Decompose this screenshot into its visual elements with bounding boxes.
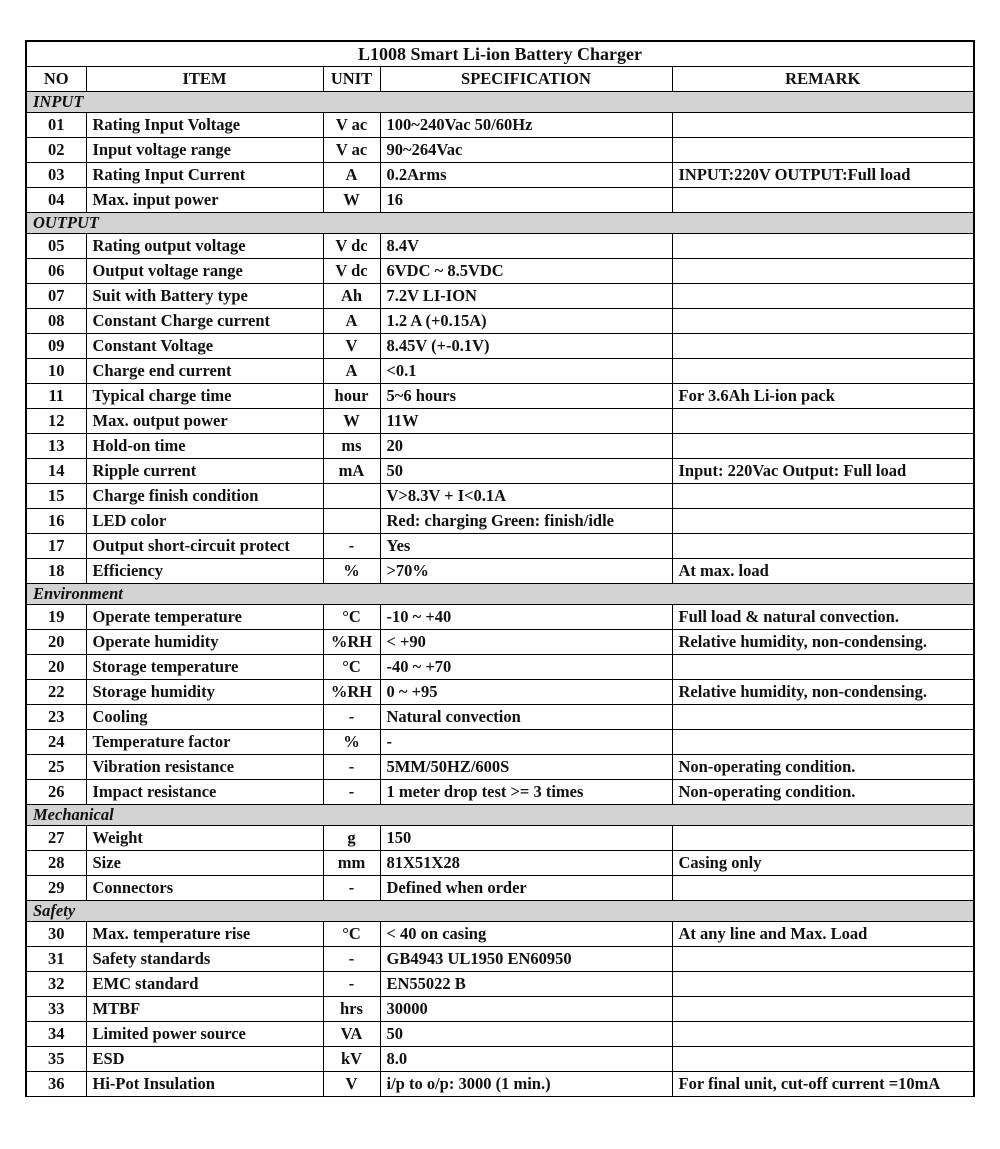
row-specification: 0.2Arms [380, 163, 672, 188]
row-remark [672, 434, 974, 459]
row-specification: V>8.3V + I<0.1A [380, 484, 672, 509]
row-unit: V [323, 1072, 380, 1097]
row-remark [672, 359, 974, 384]
section-title: Environment [26, 584, 974, 605]
row-item: Efficiency [86, 559, 323, 584]
row-item: Max. temperature rise [86, 922, 323, 947]
row-item: Constant Voltage [86, 334, 323, 359]
row-number: 11 [26, 384, 86, 409]
row-item: Vibration resistance [86, 755, 323, 780]
row-specification: - [380, 730, 672, 755]
row-specification: -40 ~ +70 [380, 655, 672, 680]
row-item: MTBF [86, 997, 323, 1022]
table-row [26, 876, 974, 901]
row-unit: - [323, 876, 380, 901]
row-specification: 50 [380, 459, 672, 484]
row-unit: A [323, 163, 380, 188]
row-number: 18 [26, 559, 86, 584]
row-specification: >70% [380, 559, 672, 584]
row-item: Rating output voltage [86, 234, 323, 259]
table-row [26, 559, 974, 584]
row-number: 30 [26, 922, 86, 947]
row-number: 14 [26, 459, 86, 484]
row-unit: - [323, 705, 380, 730]
row-specification: 8.45V (+-0.1V) [380, 334, 672, 359]
table-row [26, 384, 974, 409]
row-specification: 100~240Vac 50/60Hz [380, 113, 672, 138]
row-item: Operate temperature [86, 605, 323, 630]
row-remark: For final unit, cut-off current =10mA [672, 1072, 974, 1097]
table-row [26, 459, 974, 484]
section-title: Safety [26, 901, 974, 922]
table-row [26, 188, 974, 213]
row-unit: - [323, 755, 380, 780]
row-remark: Full load & natural convection. [672, 605, 974, 630]
row-specification: -10 ~ +40 [380, 605, 672, 630]
row-unit: °C [323, 655, 380, 680]
row-specification: 8.4V [380, 234, 672, 259]
section-title: OUTPUT [26, 213, 974, 234]
row-item: Output short-circuit protect [86, 534, 323, 559]
row-item: Charge finish condition [86, 484, 323, 509]
row-item: Storage temperature [86, 655, 323, 680]
table-row [26, 1022, 974, 1047]
row-item: Hi-Pot Insulation [86, 1072, 323, 1097]
row-remark: For 3.6Ah Li-ion pack [672, 384, 974, 409]
table-row [26, 705, 974, 730]
row-specification: 1.2 A (+0.15A) [380, 309, 672, 334]
row-remark [672, 509, 974, 534]
table-row [26, 509, 974, 534]
row-unit: - [323, 947, 380, 972]
row-number: 09 [26, 334, 86, 359]
section-row [26, 901, 974, 922]
row-number: 07 [26, 284, 86, 309]
row-number: 13 [26, 434, 86, 459]
spec-table [25, 40, 975, 1097]
section-row [26, 213, 974, 234]
row-item: Typical charge time [86, 384, 323, 409]
row-specification: 20 [380, 434, 672, 459]
row-remark [672, 997, 974, 1022]
row-number: 05 [26, 234, 86, 259]
row-remark [672, 259, 974, 284]
spec-table-body [26, 41, 974, 1097]
row-number: 16 [26, 509, 86, 534]
table-row [26, 138, 974, 163]
table-row [26, 680, 974, 705]
table-row [26, 730, 974, 755]
row-item: Suit with Battery type [86, 284, 323, 309]
row-specification: 16 [380, 188, 672, 213]
table-row [26, 655, 974, 680]
table-row [26, 534, 974, 559]
row-item: Output voltage range [86, 259, 323, 284]
row-remark [672, 409, 974, 434]
row-number: 04 [26, 188, 86, 213]
row-unit [323, 509, 380, 534]
row-item: Charge end current [86, 359, 323, 384]
row-remark: At any line and Max. Load [672, 922, 974, 947]
row-number: 08 [26, 309, 86, 334]
row-remark [672, 534, 974, 559]
table-row [26, 113, 974, 138]
row-remark [672, 284, 974, 309]
header-item: ITEM [86, 67, 323, 92]
row-unit: mm [323, 851, 380, 876]
row-remark [672, 484, 974, 509]
row-remark: Relative humidity, non-condensing. [672, 630, 974, 655]
row-remark: Input: 220Vac Output: Full load [672, 459, 974, 484]
row-specification: < 40 on casing [380, 922, 672, 947]
row-unit: % [323, 559, 380, 584]
row-item: Max. output power [86, 409, 323, 434]
table-row [26, 309, 974, 334]
table-row [26, 484, 974, 509]
row-item: Limited power source [86, 1022, 323, 1047]
row-unit: - [323, 534, 380, 559]
row-remark: Casing only [672, 851, 974, 876]
title-row [26, 41, 974, 67]
row-remark [672, 113, 974, 138]
row-number: 20 [26, 630, 86, 655]
table-row [26, 605, 974, 630]
row-unit: °C [323, 922, 380, 947]
row-number: 27 [26, 826, 86, 851]
row-unit: A [323, 359, 380, 384]
table-row [26, 163, 974, 188]
row-unit: ms [323, 434, 380, 459]
row-item: Input voltage range [86, 138, 323, 163]
table-row [26, 434, 974, 459]
row-specification: i/p to o/p: 3000 (1 min.) [380, 1072, 672, 1097]
row-unit: V dc [323, 234, 380, 259]
row-item: Constant Charge current [86, 309, 323, 334]
row-specification: Defined when order [380, 876, 672, 901]
row-unit: VA [323, 1022, 380, 1047]
row-specification: 0 ~ +95 [380, 680, 672, 705]
row-number: 02 [26, 138, 86, 163]
row-number: 28 [26, 851, 86, 876]
table-row [26, 1047, 974, 1072]
row-specification: 150 [380, 826, 672, 851]
row-number: 31 [26, 947, 86, 972]
row-remark [672, 334, 974, 359]
row-specification: 81X51X28 [380, 851, 672, 876]
table-row [26, 826, 974, 851]
row-remark: At max. load [672, 559, 974, 584]
row-number: 12 [26, 409, 86, 434]
row-number: 34 [26, 1022, 86, 1047]
table-row [26, 359, 974, 384]
row-remark [672, 188, 974, 213]
row-unit: %RH [323, 630, 380, 655]
row-item: Cooling [86, 705, 323, 730]
row-item: Storage humidity [86, 680, 323, 705]
table-row [26, 997, 974, 1022]
table-row [26, 284, 974, 309]
table-title: L1008 Smart Li-ion Battery Charger [26, 41, 974, 67]
row-unit: hour [323, 384, 380, 409]
row-number: 15 [26, 484, 86, 509]
row-remark [672, 705, 974, 730]
row-specification: 5MM/50HZ/600S [380, 755, 672, 780]
row-unit: g [323, 826, 380, 851]
header-row [26, 67, 974, 92]
table-row [26, 334, 974, 359]
section-title: Mechanical [26, 805, 974, 826]
row-item: Operate humidity [86, 630, 323, 655]
row-unit: V ac [323, 138, 380, 163]
row-unit: °C [323, 605, 380, 630]
row-unit: - [323, 972, 380, 997]
row-remark [672, 972, 974, 997]
row-item: Rating Input Voltage [86, 113, 323, 138]
header-unit: UNIT [323, 67, 380, 92]
row-remark: Non-operating condition. [672, 755, 974, 780]
row-specification: 7.2V LI-ION [380, 284, 672, 309]
row-unit: V ac [323, 113, 380, 138]
section-row [26, 805, 974, 826]
table-row [26, 780, 974, 805]
row-number: 01 [26, 113, 86, 138]
row-number: 32 [26, 972, 86, 997]
row-item: Temperature factor [86, 730, 323, 755]
row-item: ESD [86, 1047, 323, 1072]
row-unit: W [323, 188, 380, 213]
row-unit: mA [323, 459, 380, 484]
row-number: 36 [26, 1072, 86, 1097]
row-number: 26 [26, 780, 86, 805]
row-item: Weight [86, 826, 323, 851]
row-specification: 1 meter drop test >= 3 times [380, 780, 672, 805]
row-number: 19 [26, 605, 86, 630]
row-remark [672, 947, 974, 972]
row-item: EMC standard [86, 972, 323, 997]
row-unit: W [323, 409, 380, 434]
table-row [26, 259, 974, 284]
row-number: 25 [26, 755, 86, 780]
row-specification: EN55022 B [380, 972, 672, 997]
row-unit: % [323, 730, 380, 755]
table-row [26, 922, 974, 947]
row-remark [672, 1022, 974, 1047]
row-remark [672, 826, 974, 851]
row-remark [672, 1047, 974, 1072]
row-specification: 5~6 hours [380, 384, 672, 409]
table-row [26, 630, 974, 655]
row-number: 06 [26, 259, 86, 284]
row-number: 23 [26, 705, 86, 730]
row-remark [672, 730, 974, 755]
table-row [26, 409, 974, 434]
table-row [26, 947, 974, 972]
header-no: NO [26, 67, 86, 92]
header-remark: REMARK [672, 67, 974, 92]
row-item: Max. input power [86, 188, 323, 213]
row-remark [672, 138, 974, 163]
row-number: 10 [26, 359, 86, 384]
section-row [26, 92, 974, 113]
row-unit [323, 484, 380, 509]
row-number: 35 [26, 1047, 86, 1072]
row-specification: 6VDC ~ 8.5VDC [380, 259, 672, 284]
row-specification: 11W [380, 409, 672, 434]
row-item: LED color [86, 509, 323, 534]
row-specification: < +90 [380, 630, 672, 655]
table-row [26, 972, 974, 997]
table-row [26, 755, 974, 780]
row-specification: GB4943 UL1950 EN60950 [380, 947, 672, 972]
row-number: 29 [26, 876, 86, 901]
row-specification: Natural convection [380, 705, 672, 730]
row-number: 20 [26, 655, 86, 680]
row-item: Connectors [86, 876, 323, 901]
table-row [26, 1072, 974, 1097]
row-remark [672, 876, 974, 901]
row-number: 03 [26, 163, 86, 188]
row-specification: Yes [380, 534, 672, 559]
row-unit: V dc [323, 259, 380, 284]
row-remark: INPUT:220V OUTPUT:Full load [672, 163, 974, 188]
row-unit: V [323, 334, 380, 359]
row-number: 24 [26, 730, 86, 755]
row-specification: 8.0 [380, 1047, 672, 1072]
row-specification: 50 [380, 1022, 672, 1047]
row-item: Ripple current [86, 459, 323, 484]
row-unit: kV [323, 1047, 380, 1072]
row-specification: Red: charging Green: finish/idle [380, 509, 672, 534]
row-number: 22 [26, 680, 86, 705]
row-unit: %RH [323, 680, 380, 705]
row-specification: 30000 [380, 997, 672, 1022]
header-specification: SPECIFICATION [380, 67, 672, 92]
row-item: Hold-on time [86, 434, 323, 459]
row-remark: Non-operating condition. [672, 780, 974, 805]
row-remark [672, 309, 974, 334]
row-remark [672, 234, 974, 259]
section-row [26, 584, 974, 605]
section-title: INPUT [26, 92, 974, 113]
table-row [26, 234, 974, 259]
row-specification: <0.1 [380, 359, 672, 384]
row-item: Safety standards [86, 947, 323, 972]
row-number: 17 [26, 534, 86, 559]
row-unit: hrs [323, 997, 380, 1022]
row-number: 33 [26, 997, 86, 1022]
row-item: Impact resistance [86, 780, 323, 805]
row-remark: Relative humidity, non-condensing. [672, 680, 974, 705]
row-item: Rating Input Current [86, 163, 323, 188]
row-remark [672, 655, 974, 680]
table-row [26, 851, 974, 876]
row-specification: 90~264Vac [380, 138, 672, 163]
row-item: Size [86, 851, 323, 876]
row-unit: Ah [323, 284, 380, 309]
row-unit: - [323, 780, 380, 805]
row-unit: A [323, 309, 380, 334]
